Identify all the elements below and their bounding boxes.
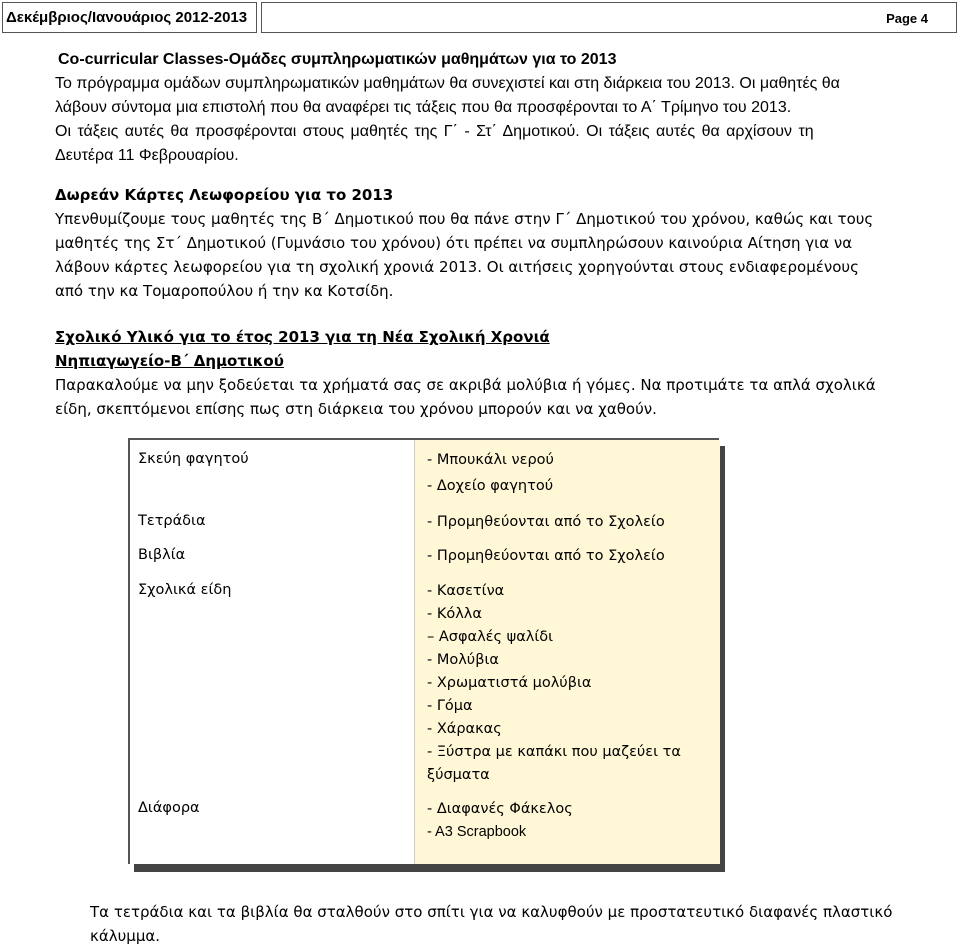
item-eraser: - Γόμα <box>427 698 473 714</box>
category-books: Βιβλία <box>138 547 186 563</box>
category-misc: Διάφορα <box>138 800 200 816</box>
table-shadow-bottom <box>134 864 725 872</box>
cocurricular-line-3: Οι τάξεις αυτές θα προσφέρονται στους μαθητές της Γ΄ - Στ΄ Δημοτικού. Οι τάξεις αυτές θα αρχίσουν τη <box>55 123 814 140</box>
cocurricular-heading: Co-curricular Classes-Ομάδες συμπληρωματικών μαθημάτων για το 2013 <box>58 51 617 68</box>
supplies-subheading: Νηπιαγωγείο-Β΄ Δημοτικού <box>55 352 284 370</box>
item-sharpener: - Ξύστρα με καπάκι που μαζεύει τα <box>427 744 681 760</box>
supplies-heading: Σχολικό Υλικό για το έτος 2013 για τη Νέα Σχολική Χρονιά <box>55 328 550 346</box>
supplies-category-column <box>130 440 414 864</box>
supplies-items-column <box>414 440 720 864</box>
item-pencil-case: - Κασετίνα <box>427 583 505 599</box>
cocurricular-section <box>55 48 925 168</box>
item-glue: - Κόλλα <box>427 606 482 622</box>
item-a3-scrapbook: - A3 Scrapbook <box>427 824 527 840</box>
bus-card-line-4: από την κα Τομαροπούλου ή την κα Κοτσίδη. <box>55 282 394 300</box>
item-notebooks-provided: - Προμηθεύονται από το Σχολείο <box>427 514 665 530</box>
supplies-section <box>55 325 925 421</box>
page-number: Page 4 <box>886 11 928 26</box>
category-food-containers: Σκεύη φαγητού <box>138 451 249 467</box>
cocurricular-line-2: λάβουν σύντομα μια επιστολή που θα αναφέρει τις τάξεις που θα προσφέρονται το Α΄ Τρίμηνο του 2013. <box>55 99 792 116</box>
item-safe-scissors: – Ασφαλές ψαλίδι <box>427 629 554 645</box>
bus-card-line-3: λάβουν κάρτες λεωφορείου για τη σχολική χρονιά 2013. Οι αιτήσεις χορηγούνται στους ενδιαφερομένους <box>55 258 859 276</box>
bus-card-line-1: Υπενθυμίζουμε τους μαθητές της Β΄ Δημοτικού που θα πάνε στην Γ΄ Δημοτικού του χρόνου, καθώς και τους <box>55 210 874 228</box>
bus-card-line-2: μαθητές της Στ΄ Δημοτικού (Γυμνάσιο του χρόνου) ότι πρέπει να συμπληρώσουν καινούρια Αίτηση για να <box>55 234 853 252</box>
bus-card-heading: Δωρεάν Κάρτες Λεωφορείου για το 2013 <box>55 186 394 204</box>
cocurricular-line-1: Το πρόγραμμα ομάδων συμπληρωματικών μαθημάτων θα συνεχιστεί και στη διάρκεια του 2013. Οι μαθητές θα <box>55 75 840 92</box>
footer-note <box>90 900 930 948</box>
item-water-bottle: - Μπουκάλι νερού <box>427 452 554 468</box>
supplies-line-2: είδη, σκεπτόμενοι επίσης πως στη διάρκεια του χρόνου μπορούν και να χαθούν. <box>55 400 657 418</box>
supplies-table <box>128 438 719 864</box>
item-food-container: - Δοχείο φαγητού <box>427 478 554 494</box>
page-header <box>0 0 960 36</box>
category-notebooks: Τετράδια <box>138 513 206 529</box>
item-coloured-pencils: - Χρωματιστά μολύβια <box>427 675 592 691</box>
header-page-box <box>261 2 957 33</box>
cocurricular-line-4: Δευτέρα 11 Φεβρουαρίου. <box>55 147 239 164</box>
supplies-line-1: Παρακαλούμε να μην ξοδεύεται τα χρήματά σας σε ακριβά μολύβια ή γόμες. Να προτιμάτε τα απλά σχολικά <box>55 376 876 394</box>
bus-card-section <box>55 183 925 303</box>
header-title: Δεκέμβριος/Ιανουάριος 2012-2013 <box>2 2 257 33</box>
item-sharpener-cont: ξύσματα <box>427 767 490 783</box>
item-clear-folder: - Διαφανές Φάκελος <box>427 801 573 817</box>
category-school-items: Σχολικά είδη <box>138 582 232 598</box>
item-ruler: - Χάρακας <box>427 721 502 737</box>
footer-line-1: Τα τετράδια και τα βιβλία θα σταλθούν στο σπίτι για να καλυφθούν με προστατευτικό διαφανές πλαστικό <box>90 903 893 921</box>
footer-line-2: κάλυμμα. <box>90 927 161 945</box>
item-pencils: - Μολύβια <box>427 652 499 668</box>
item-books-provided: - Προμηθεύονται από το Σχολείο <box>427 548 665 564</box>
